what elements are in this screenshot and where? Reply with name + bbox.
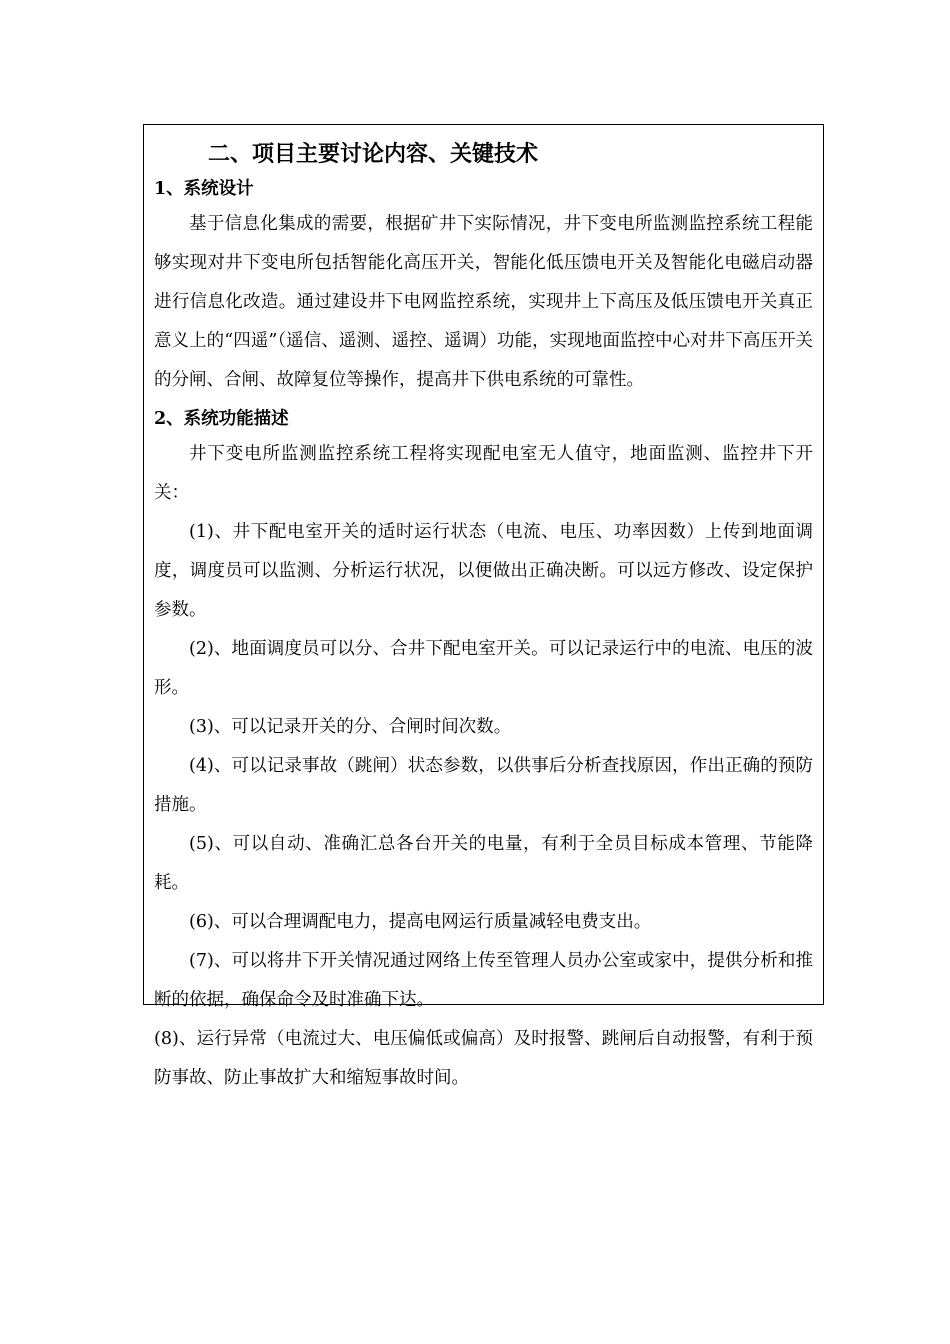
section-heading-system-design: 1、系统设计 [154,179,254,199]
function-item-4: (4)、可以记录事故（跳闸）状态参数，以供事后分析查找原因，作出正确的预防措施。 [154,756,813,815]
system-design-paragraph: 基于信息化集成的需要，根据矿井下实际情况，井下变电所监测监控系统工程能够实现对井下变电所包括智能化高压开关，智能化低压馈电开关及智能化电磁启动器进行信息化改造。通过建设井下电网监控系统，实现井上下高压及低压馈电开关真正意义上的“四遥”（遥信、遥测、遥控、遥调）功能，实现地面监控中心对井下高压开关的分闸、合闸、故障复位等操作，提高井下供电系统的可靠性。 [154,214,813,390]
function-item-6: (6)、可以合理调配电力，提高电网运行质量减轻电费支出。 [189,912,652,932]
function-item-7: (7)、可以将井下开关情况通过网络上传至管理人员办公室或家中，提供分析和推断的依据，确保命令及时准确下达。 [154,951,813,1010]
page-title: 二、项目主要讨论内容、关键技术 [208,141,539,167]
document-frame [143,124,824,1088]
function-item-5: (5)、可以自动、准确汇总各台开关的电量，有利于全员目标成本管理、节能降耗。 [154,834,813,893]
function-item-2: (2)、地面调度员可以分、合井下配电室开关。可以记录运行中的电流、电压的波形。 [154,639,813,698]
document-content [154,135,813,1098]
function-intro-paragraph: 井下变电所监测监控系统工程将实现配电室无人值守，地面监测、监控井下开关： [154,444,813,503]
function-item-3: (3)、可以记录开关的分、合闸时间次数。 [189,717,512,737]
function-item-8: (8)、运行异常（电流过大、电压偏低或偏高）及时报警、跳闸后自动报警，有利于预防事故、防止事故扩大和缩短事故时间。 [154,1029,813,1088]
section-heading-function-description: 2、系统功能描述 [154,409,289,429]
function-item-1: (1)、井下配电室开关的适时运行状态（电流、电压、功率因数）上传到地面调度，调度员可以监测、分析运行状况，以便做出正确决断。可以远方修改、设定保护参数。 [154,522,813,620]
